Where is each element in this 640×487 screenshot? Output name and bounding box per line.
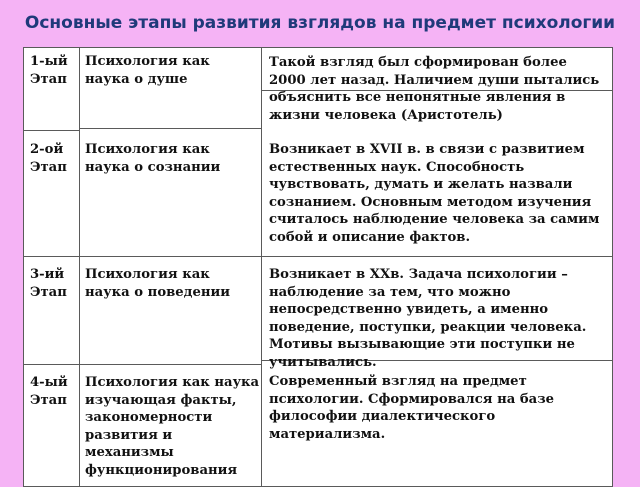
table-cell-description: Такой взгляд был сформирован более 2000 лет назад. Наличием души пытались объяснить все непонятные явления в жизни человека (Аристотель) [269,55,600,123]
table-cell-stage: 2-ой Этап [30,142,67,175]
row-divider [24,130,79,131]
table-cell-description: Возникает в ХХв. Задача психологии – наблюдение за тем, что можно непосредственно увидеть, а именно поведение, поступки, реакции человека. Мотивы вызывающие эти поступки не учитывались. [269,267,587,370]
table-cell-stage: 3-ий Этап [30,267,67,300]
table-cell-stage: 4-ый Этап [30,375,68,408]
stages-table [23,47,613,487]
table-cell-stage: 1-ый Этап [30,54,68,87]
table-cell-name: Психология как наука о поведении [85,267,231,300]
row-divider [24,256,261,257]
page-title: Основные этапы развития взглядов на предмет психологии [24,13,616,33]
table-cell-name: Психология как наука о сознании [85,142,221,175]
table-cell-name: Психология как наука о душе [85,54,210,87]
row-divider [261,256,612,257]
column-divider [79,48,80,486]
table-cell-name: Психология как наука изучающая факты, закономерности развития и механизмы функционирования [85,375,260,478]
row-divider [79,128,261,129]
row-divider [24,364,261,365]
table-cell-description: Возникает в XVII в. в связи с развитием естественных наук. Способность чувствовать, думать и желать назвали сознанием. Основным методом изучения считалось наблюдение человека за самим собой и описание фактов. [269,142,600,245]
table-cell-description: Современный взгляд на предмет психологии. Сформировался на базе философии диалектического материализма. [269,374,555,442]
